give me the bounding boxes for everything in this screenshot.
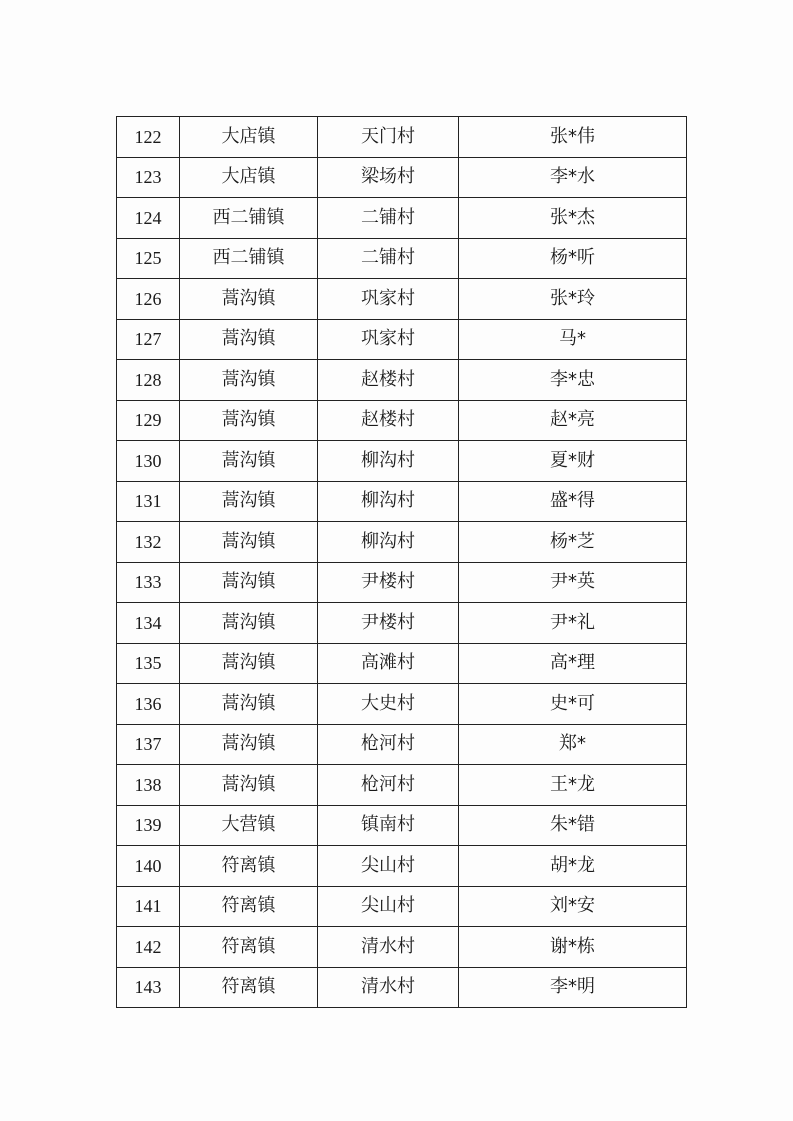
row-number-cell: 122	[117, 117, 180, 158]
name-cell: 刘*安	[459, 886, 687, 927]
name-cell: 郑*	[459, 724, 687, 765]
table-row	[117, 684, 687, 725]
town-cell: 蒿沟镇	[180, 724, 318, 765]
village-cell: 二铺村	[318, 238, 459, 279]
name-cell: 张*伟	[459, 117, 687, 158]
town-cell: 蒿沟镇	[180, 319, 318, 360]
row-number-cell: 129	[117, 400, 180, 441]
table-row	[117, 927, 687, 968]
row-number-cell: 136	[117, 684, 180, 725]
village-cell: 梁场村	[318, 157, 459, 198]
table-row	[117, 562, 687, 603]
town-cell: 蒿沟镇	[180, 522, 318, 563]
name-cell: 史*可	[459, 684, 687, 725]
table-row	[117, 603, 687, 644]
row-number-cell: 143	[117, 967, 180, 1008]
town-cell: 符离镇	[180, 927, 318, 968]
row-number-cell: 126	[117, 279, 180, 320]
row-number-cell: 135	[117, 643, 180, 684]
village-cell: 尹楼村	[318, 562, 459, 603]
town-cell: 蒿沟镇	[180, 481, 318, 522]
table-row	[117, 724, 687, 765]
town-cell: 大店镇	[180, 117, 318, 158]
name-cell: 胡*龙	[459, 846, 687, 887]
town-cell: 蒿沟镇	[180, 562, 318, 603]
table-row	[117, 643, 687, 684]
name-cell: 马*	[459, 319, 687, 360]
row-number-cell: 130	[117, 441, 180, 482]
town-cell: 蒿沟镇	[180, 603, 318, 644]
table-row	[117, 522, 687, 563]
row-number-cell: 141	[117, 886, 180, 927]
name-cell: 谢*栋	[459, 927, 687, 968]
row-number-cell: 128	[117, 360, 180, 401]
table-row	[117, 967, 687, 1008]
town-cell: 西二铺镇	[180, 198, 318, 239]
village-cell: 柳沟村	[318, 441, 459, 482]
town-cell: 大营镇	[180, 805, 318, 846]
row-number-cell: 134	[117, 603, 180, 644]
name-cell: 王*龙	[459, 765, 687, 806]
table-row	[117, 319, 687, 360]
village-cell: 天门村	[318, 117, 459, 158]
row-number-cell: 138	[117, 765, 180, 806]
village-cell: 巩家村	[318, 279, 459, 320]
village-cell: 清水村	[318, 967, 459, 1008]
name-cell: 夏*财	[459, 441, 687, 482]
name-cell: 杨*听	[459, 238, 687, 279]
town-cell: 蒿沟镇	[180, 765, 318, 806]
row-number-cell: 137	[117, 724, 180, 765]
table-row	[117, 360, 687, 401]
town-cell: 蒿沟镇	[180, 400, 318, 441]
town-cell: 大店镇	[180, 157, 318, 198]
name-cell: 尹*礼	[459, 603, 687, 644]
name-cell: 杨*芝	[459, 522, 687, 563]
name-cell: 盛*得	[459, 481, 687, 522]
row-number-cell: 139	[117, 805, 180, 846]
village-cell: 高滩村	[318, 643, 459, 684]
table-row	[117, 198, 687, 239]
row-number-cell: 131	[117, 481, 180, 522]
row-number-cell: 140	[117, 846, 180, 887]
row-number-cell: 123	[117, 157, 180, 198]
name-cell: 张*玲	[459, 279, 687, 320]
town-cell: 蒿沟镇	[180, 684, 318, 725]
village-cell: 尖山村	[318, 886, 459, 927]
village-cell: 大史村	[318, 684, 459, 725]
town-cell: 蒿沟镇	[180, 360, 318, 401]
village-cell: 枪河村	[318, 724, 459, 765]
row-number-cell: 125	[117, 238, 180, 279]
table-row	[117, 846, 687, 887]
table-row	[117, 238, 687, 279]
name-cell: 高*理	[459, 643, 687, 684]
village-cell: 柳沟村	[318, 522, 459, 563]
town-cell: 蒿沟镇	[180, 643, 318, 684]
name-cell: 李*水	[459, 157, 687, 198]
table-row	[117, 279, 687, 320]
town-cell: 符离镇	[180, 846, 318, 887]
name-cell: 朱*错	[459, 805, 687, 846]
row-number-cell: 142	[117, 927, 180, 968]
row-number-cell: 132	[117, 522, 180, 563]
roster-table-body	[117, 117, 687, 1008]
village-cell: 清水村	[318, 927, 459, 968]
name-cell: 赵*亮	[459, 400, 687, 441]
table-row	[117, 441, 687, 482]
roster-table	[116, 116, 687, 1008]
village-cell: 镇南村	[318, 805, 459, 846]
village-cell: 柳沟村	[318, 481, 459, 522]
name-cell: 李*忠	[459, 360, 687, 401]
table-row	[117, 886, 687, 927]
town-cell: 蒿沟镇	[180, 279, 318, 320]
table-row	[117, 805, 687, 846]
village-cell: 巩家村	[318, 319, 459, 360]
village-cell: 枪河村	[318, 765, 459, 806]
table-row	[117, 481, 687, 522]
table-row	[117, 157, 687, 198]
village-cell: 二铺村	[318, 198, 459, 239]
town-cell: 符离镇	[180, 967, 318, 1008]
name-cell: 尹*英	[459, 562, 687, 603]
table-row	[117, 765, 687, 806]
village-cell: 赵楼村	[318, 360, 459, 401]
village-cell: 尹楼村	[318, 603, 459, 644]
village-cell: 尖山村	[318, 846, 459, 887]
table-row	[117, 400, 687, 441]
row-number-cell: 124	[117, 198, 180, 239]
village-cell: 赵楼村	[318, 400, 459, 441]
table-row	[117, 117, 687, 158]
row-number-cell: 127	[117, 319, 180, 360]
name-cell: 张*杰	[459, 198, 687, 239]
town-cell: 西二铺镇	[180, 238, 318, 279]
row-number-cell: 133	[117, 562, 180, 603]
name-cell: 李*明	[459, 967, 687, 1008]
town-cell: 蒿沟镇	[180, 441, 318, 482]
town-cell: 符离镇	[180, 886, 318, 927]
